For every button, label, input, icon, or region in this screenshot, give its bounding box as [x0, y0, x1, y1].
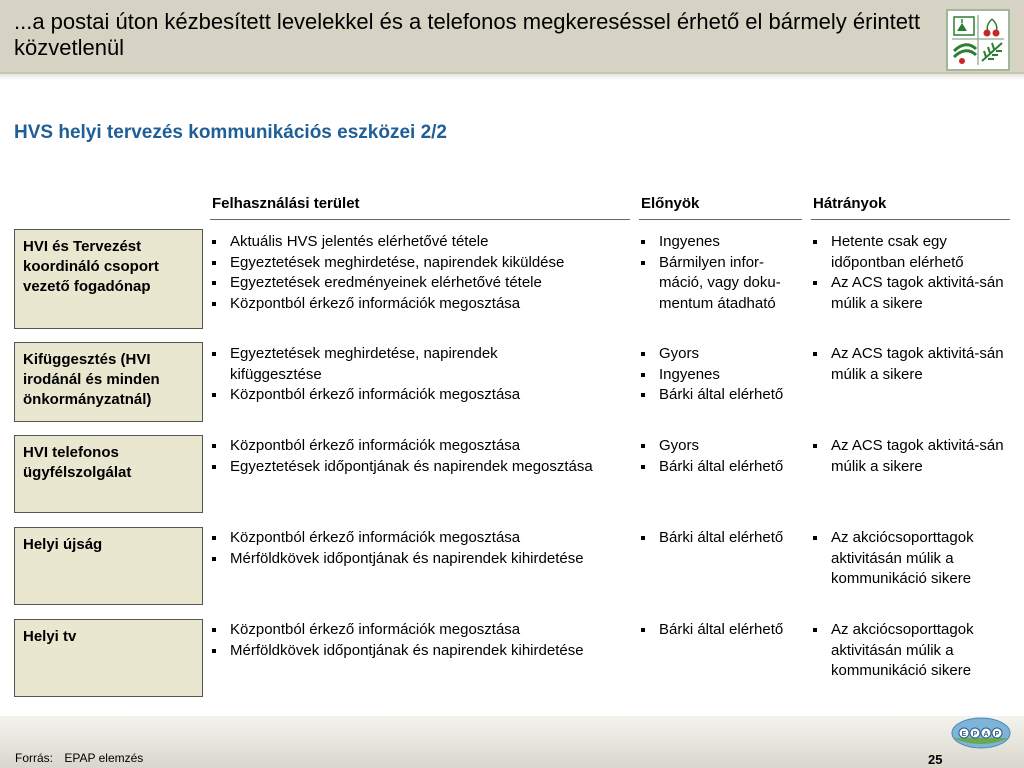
column-rule-area [210, 219, 630, 220]
column-rule-pros [639, 219, 802, 220]
epap-logo-letter: E [961, 731, 967, 738]
epap-logo-icon [950, 716, 1012, 750]
row-pros-cell [639, 232, 807, 314]
row-pros-cell [639, 528, 807, 549]
row-area-cell [210, 436, 595, 477]
list-item: Gyors [639, 344, 807, 365]
list-item: Mérföldkövek időpontjának és napirendek kihirdetése [210, 641, 595, 662]
list-item: Bárki által elérhető [639, 528, 807, 549]
list-item: Bárki által elérhető [639, 457, 807, 478]
list-item: Aktuális HVS jelentés elérhetővé tétele [210, 232, 635, 253]
list-item: Az ACS tagok aktivitá-sán múlik a sikere [811, 273, 1016, 314]
list-item: Hetente csak egy időpontban elérhető [811, 232, 1016, 273]
list-item: Bárki által elérhető [639, 620, 807, 641]
row-cons-cell [811, 620, 1016, 682]
row-label-box: Helyi újság [14, 527, 203, 605]
column-rule-cons [811, 219, 1010, 220]
header-shadow [0, 74, 1024, 80]
row-label-box: Helyi tv [14, 619, 203, 697]
list-item: Egyeztetések időpontjának és napirendek megosztása [210, 457, 595, 478]
list-item: Központból érkező információk megosztása [210, 294, 635, 315]
row-cons-cell [811, 344, 1016, 385]
row-area-cell [210, 528, 595, 569]
list-item: Gyors [639, 436, 807, 457]
list-item: Központból érkező információk megosztása [210, 528, 595, 549]
row-pros-cell [639, 620, 807, 641]
list-item: Központból érkező információk megosztása [210, 385, 570, 406]
list-item: Az akciócsoporttagok aktivitásán múlik a kommunikáció sikere [811, 528, 1016, 590]
epap-logo-letter: A [983, 731, 989, 738]
footer-source [15, 751, 143, 765]
row-pros-cell [639, 436, 807, 477]
row-area-cell [210, 620, 595, 661]
list-item: Ingyenes [639, 365, 807, 386]
page-number: 25 [928, 752, 943, 767]
list-item: Központból érkező információk megosztása [210, 436, 595, 457]
list-item: Az ACS tagok aktivitá-sán múlik a sikere [811, 344, 1016, 385]
list-item: Ingyenes [639, 232, 807, 253]
section-subtitle: HVS helyi tervezés kommunikációs eszközei 2/2 [14, 122, 447, 143]
list-item: Egyeztetések meghirdetése, napirendek kifüggesztése [210, 344, 570, 385]
row-label-box: Kifüggesztés (HVI irodánál és minden önkormányzatnál) [14, 342, 203, 422]
list-item: Központból érkező információk megosztása [210, 620, 595, 641]
row-cons-cell [811, 436, 1016, 477]
page-title: ...a postai úton kézbesített levelekkel és a telefonos megkereséssel érhető el bármely érintett közvetlenül [14, 9, 921, 60]
list-item: Bárki által elérhető [639, 385, 807, 406]
epap-logo-letter: P [972, 731, 978, 738]
list-item: Egyeztetések eredményeinek elérhetővé tétele [210, 273, 635, 294]
list-item: Az ACS tagok aktivitá-sán múlik a sikere [811, 436, 1016, 477]
row-label-box: HVI és Tervezést koordináló csoport vezető fogadónap [14, 229, 203, 329]
column-header-pros: Előnyök [641, 195, 700, 212]
list-item: Egyeztetések meghirdetése, napirendek kiküldése [210, 253, 635, 274]
row-pros-cell [639, 344, 807, 406]
row-cons-cell [811, 232, 1016, 314]
row-label-box: HVI telefonos ügyfélszolgálat [14, 435, 203, 513]
epap-logo-letter: P [994, 731, 1000, 738]
ministry-logo-icon [946, 9, 1010, 71]
source-label: Forrás: [15, 751, 54, 765]
list-item: Bármilyen infor-máció, vagy doku-mentum átadható [639, 253, 807, 315]
column-header-area: Felhasználási terület [212, 195, 360, 212]
row-area-cell [210, 344, 570, 406]
row-area-cell [210, 232, 635, 314]
source-value: EPAP elemzés [64, 751, 144, 765]
row-cons-cell [811, 528, 1016, 590]
list-item: Az akciócsoporttagok aktivitásán múlik a kommunikáció sikere [811, 620, 1016, 682]
footer-band [0, 716, 1024, 768]
column-header-cons: Hátrányok [813, 195, 887, 212]
list-item: Mérföldkövek időpontjának és napirendek kihirdetése [210, 549, 595, 570]
